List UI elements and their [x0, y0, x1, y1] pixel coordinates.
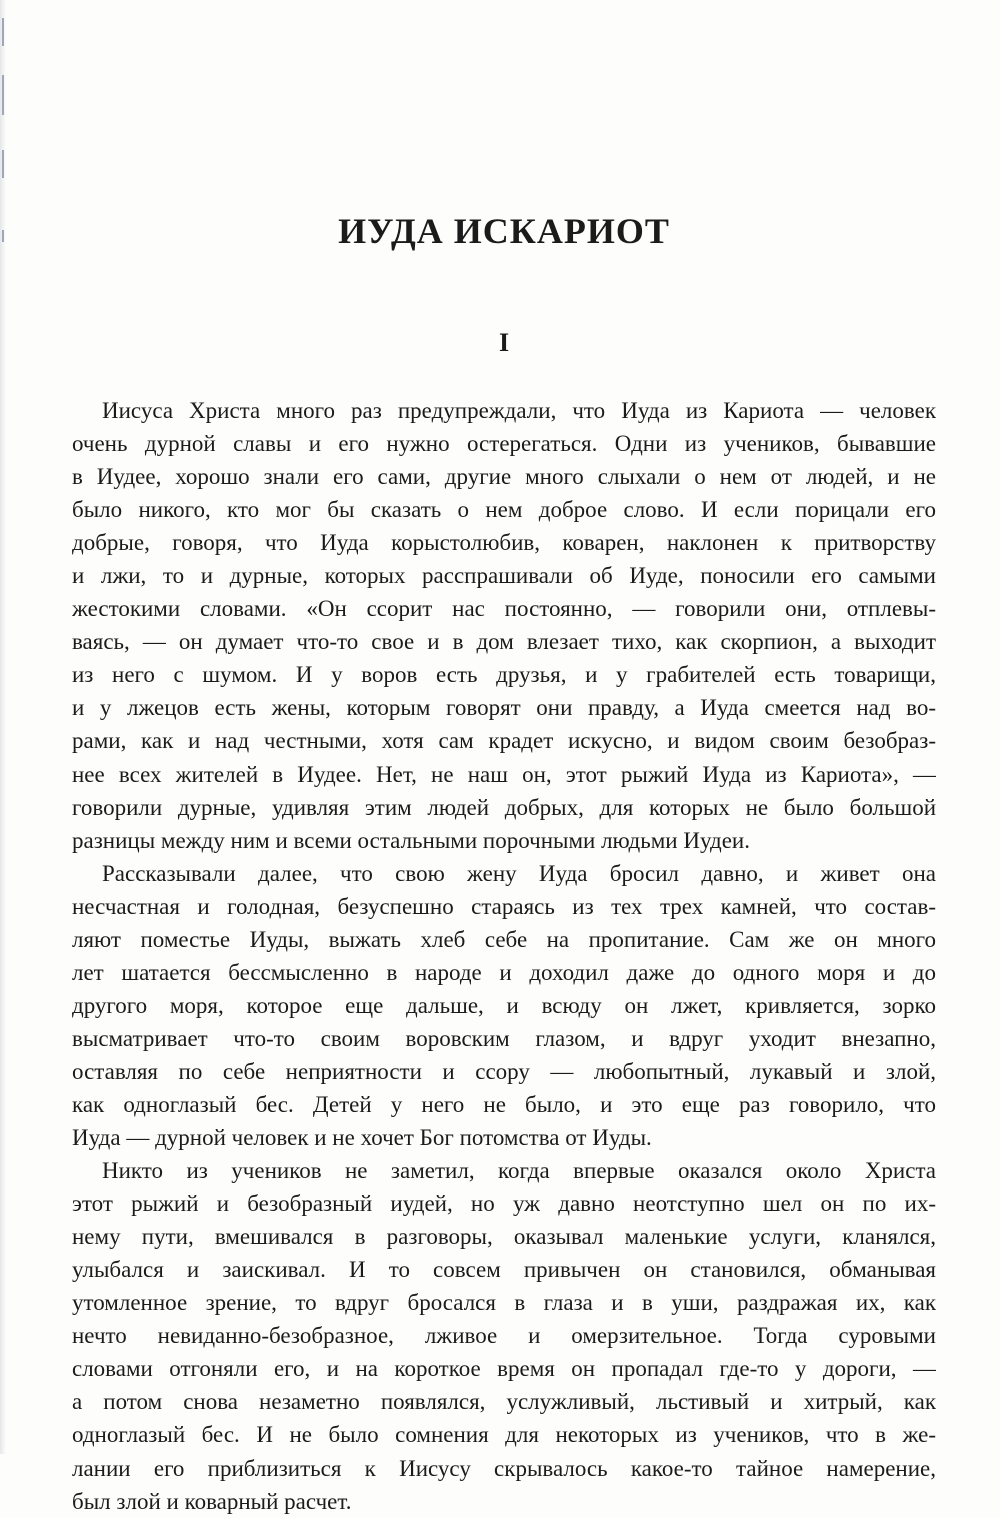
story-title: ИУДА ИСКАРИОТ [338, 211, 670, 251]
text-line: Иисуса Христа много раз предупреждали, что Иуда из Кариота — человек [102, 398, 936, 423]
text-line: улыбался и заискивал. И то совсем привычен он становился, обманывая [72, 1257, 936, 1283]
text-line: этот рыжий и безобразный иудей, но уж давно неотступно шел он по их- [72, 1191, 936, 1217]
text-line: нее всех жителей в Иудее. Нет, не наш он, этот рыжий Иуда из Кариота», — [72, 761, 936, 787]
text-line: говорили дурные, удивляя этим людей добрых, для которых не было большой [72, 794, 936, 820]
text-line: разницы между ним и всеми остальными порочными людьми Иудеи. [72, 827, 750, 853]
text-line: очень дурной славы и его нужно остерегаться. Одни из учеников, бывавшие [72, 431, 936, 457]
scan-edge-mark [2, 18, 4, 46]
text-line: нечто невиданно-безобразное, лживое и омерзительное. Тогда суровыми [72, 1323, 936, 1349]
text-line: нему пути, вмешивался в разговоры, оказывал маленькие услуги, кланялся, [72, 1224, 936, 1250]
text-line: и у лжецов есть жены, которым говорят они правду, а Иуда смеется над во- [72, 695, 936, 721]
text-line: из него с шумом. И у воров есть друзья, и у грабителей есть товарищи, [72, 662, 936, 688]
scan-edge-mark [2, 230, 4, 242]
page-edge-shadow [0, 0, 6, 1454]
text-line: жестокими словами. «Он ссорит нас постоянно, — говорили они, отплевы- [72, 596, 936, 622]
text-line: ваясь, — он думает что-то свое и в дом влезает тихо, как скорпион, а выходит [72, 629, 936, 655]
scan-edge-mark [2, 75, 4, 115]
text-line: ляют поместье Иуды, выжать хлеб себе на пропитание. Сам же он много [72, 926, 936, 952]
text-line: лет шатается бессмысленно в народе и доходил даже до одного моря и до [72, 959, 936, 985]
text-line: лании его приблизиться к Иисусу скрывалось какое-то тайное намерение, [72, 1455, 936, 1481]
text-line: словами отгоняли его, и на короткое время он пропадал где-то у дороги, — [72, 1356, 936, 1382]
text-line: Иуда — дурной человек и не хочет Бог потомства от Иуды. [72, 1125, 652, 1151]
text-line: было никого, кто мог бы сказать о нем доброе слово. И если порицали его [72, 497, 936, 523]
text-line: утомленное зрение, то вдруг бросался в глаза и в уши, раздражая их, как [72, 1290, 936, 1316]
scan-edge-mark [2, 150, 4, 178]
text-line: а потом снова незаметно появлялся, услужливый, льстивый и хитрый, как [72, 1389, 936, 1415]
text-line: был злой и коварный расчет. [72, 1488, 352, 1514]
text-line: и лжи, то и дурные, которых расспрашивали об Иуде, поносили его самыми [72, 563, 936, 589]
text-line: оставляя по себе неприятности и ссору — любопытный, лукавый и злой, [72, 1058, 936, 1084]
text-line: Рассказывали далее, что свою жену Иуда бросил давно, и живет она [102, 860, 936, 886]
text-line: рами, как и над честными, хотя сам крадет искусно, и видом своим безобраз- [72, 728, 936, 754]
text-line: несчастная и голодная, безуспешно стараясь из тех трех камней, что состав- [72, 893, 936, 919]
text-line: Никто из учеников не заметил, когда впервые оказался около Христа [102, 1158, 936, 1184]
text-line: одноглазый бес. И не было сомнения для некоторых из учеников, что в же- [72, 1422, 936, 1448]
text-line: как одноглазый бес. Детей у него не было, и это еще раз говорило, что [72, 1091, 936, 1117]
text-line: высматривает что-то своим воровским глазом, и вдруг уходит внезапно, [72, 1025, 936, 1051]
text-line: другого моря, которое еще дальше, и всюду он лжет, кривляется, зорко [72, 992, 936, 1018]
text-line: в Иудее, хорошо знали его сами, другие много слыхали о нем от людей, и не [72, 464, 936, 490]
body-text [72, 394, 936, 1518]
chapter-number: I [498, 328, 510, 357]
text-line: добрые, говоря, что Иуда корыстолюбив, коварен, наклонен к притворству [72, 530, 936, 556]
